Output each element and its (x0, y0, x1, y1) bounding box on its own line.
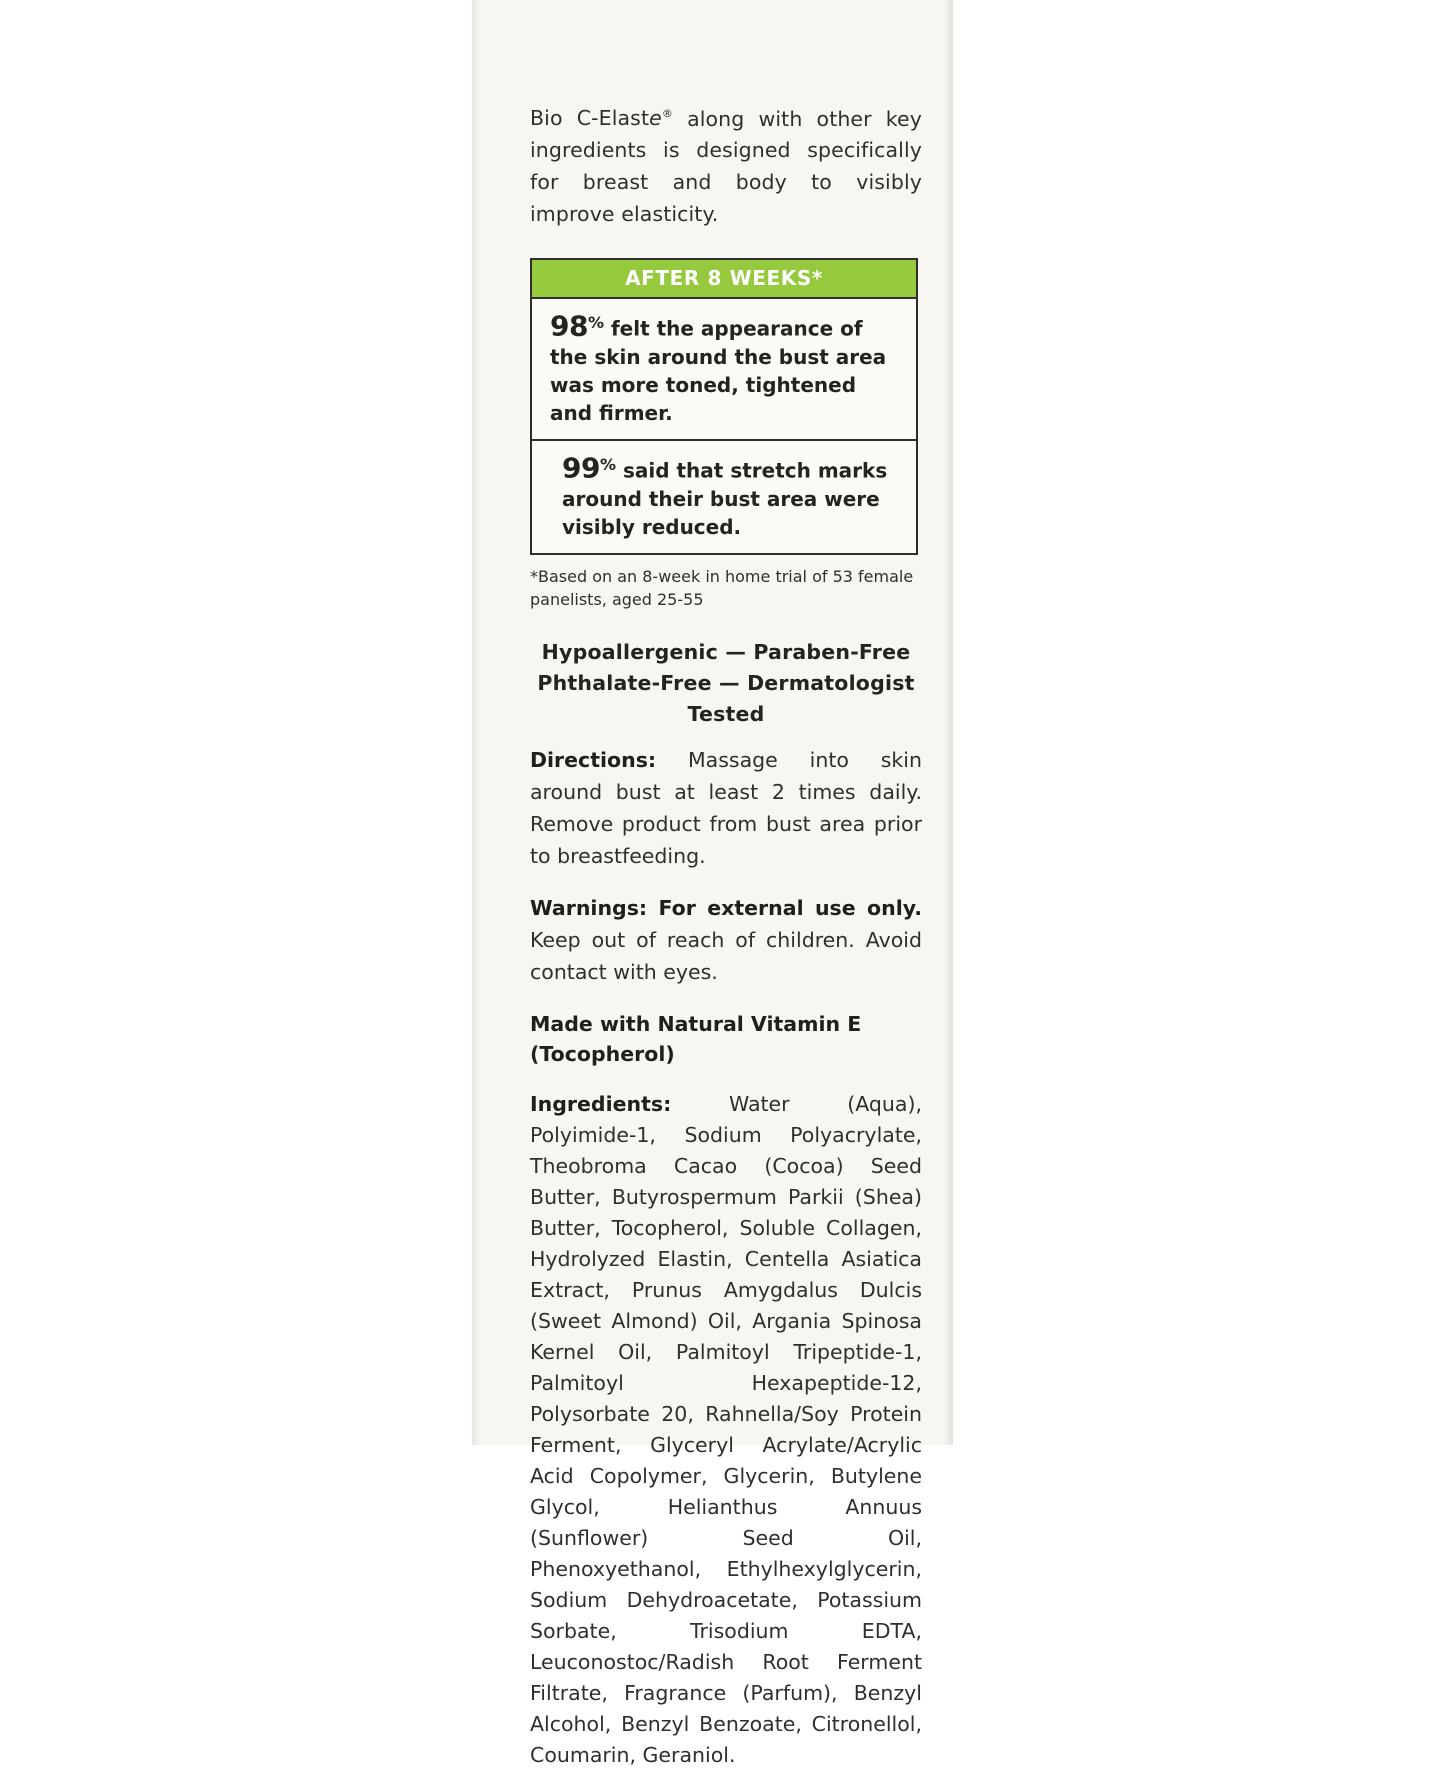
carton-right-edge (944, 0, 953, 1445)
warnings-paragraph (530, 892, 922, 988)
claim-percent: 98 (550, 309, 588, 343)
intro-text: along with other key ingredients is designed specifically for breast and body to visibly improve elasticity. (530, 106, 922, 227)
claim-text: felt the appearance of the skin around the bust area was more toned, tightened and firmer. (550, 316, 887, 425)
warnings-text: Keep out of reach of children. Avoid contact with eyes. (530, 928, 922, 985)
brand-name (530, 106, 673, 130)
claims-header: AFTER 8 WEEKS* (532, 260, 916, 297)
ingredients-paragraph (530, 1089, 922, 1771)
ingredients-label: Ingredients: (530, 1092, 672, 1117)
directions-label: Directions: (530, 747, 657, 772)
claim-percent-sign: % (587, 313, 604, 333)
made-with-line: Made with Natural Vitamin E (Tocopherol) (530, 1011, 862, 1066)
claim-percent-sign: % (599, 454, 616, 474)
label-content (530, 78, 922, 1792)
ingredients-text: Water (Aqua), Polyimide-1, Sodium Polyacrylate, Theobroma Cacao (Cocoa) Seed Butter, Butyrospermum Parkii (Shea) Butter, Tocopherol, Soluble Collagen, Hydrolyzed Elastin, Centella Asiatica Extract, Prunus Amygdalus Dulcis (Sweet Almond) Oil, Argania Spinosa Kernel Oil, Palmitoyl Tripeptide-1, Palmitoyl Hexapeptide-12, Polysorbate 20, Rahnella/Soy Protein Ferment, Glyceryl Acrylate/Acrylic Acid Copolymer, Glycerin, Butylene Glycol, Helianthus Annuus (Sunflower) Seed Oil, Phenoxyethanol, Ethylhexylglycerin, Sodium Dehydroacetate, Potassium Sorbate, Trisodium EDTA, Leuconostoc/Radish Root Ferment Filtrate, Fragrance (Parfum), Benzyl Alcohol, Benzyl Benzoate, Citronellol, Coumarin, Geraniol. (530, 1092, 922, 1768)
warnings-label: Warnings: For external use only. (530, 896, 922, 921)
claims-footnote: *Based on an 8-week in home trial of 53 female panelists, aged 25-55 (530, 566, 914, 609)
badge-line-2: Phthalate-Free — Dermatologist Tested (537, 670, 915, 726)
brand-name-italic: e (649, 106, 662, 131)
badge-line-1: Hypoallergenic — Paraben-Free (541, 639, 911, 664)
claim-percent: 99 (562, 451, 600, 485)
claims-box (530, 258, 918, 554)
claim-row (532, 297, 916, 439)
claim-row (532, 439, 916, 553)
brand-name-text: Bio C-Elast (530, 106, 650, 131)
registered-mark: ® (661, 107, 673, 121)
intro-paragraph (530, 99, 922, 231)
carton-left-edge (472, 0, 480, 1445)
attribute-badges (530, 637, 922, 730)
directions-text: Massage into skin around bust at least 2 times daily. Remove product from bust area prior to breastfeeding. (530, 747, 922, 868)
directions-paragraph (530, 744, 922, 872)
claim-text: said that stretch marks around their bust area were visibly reduced. (562, 458, 888, 539)
